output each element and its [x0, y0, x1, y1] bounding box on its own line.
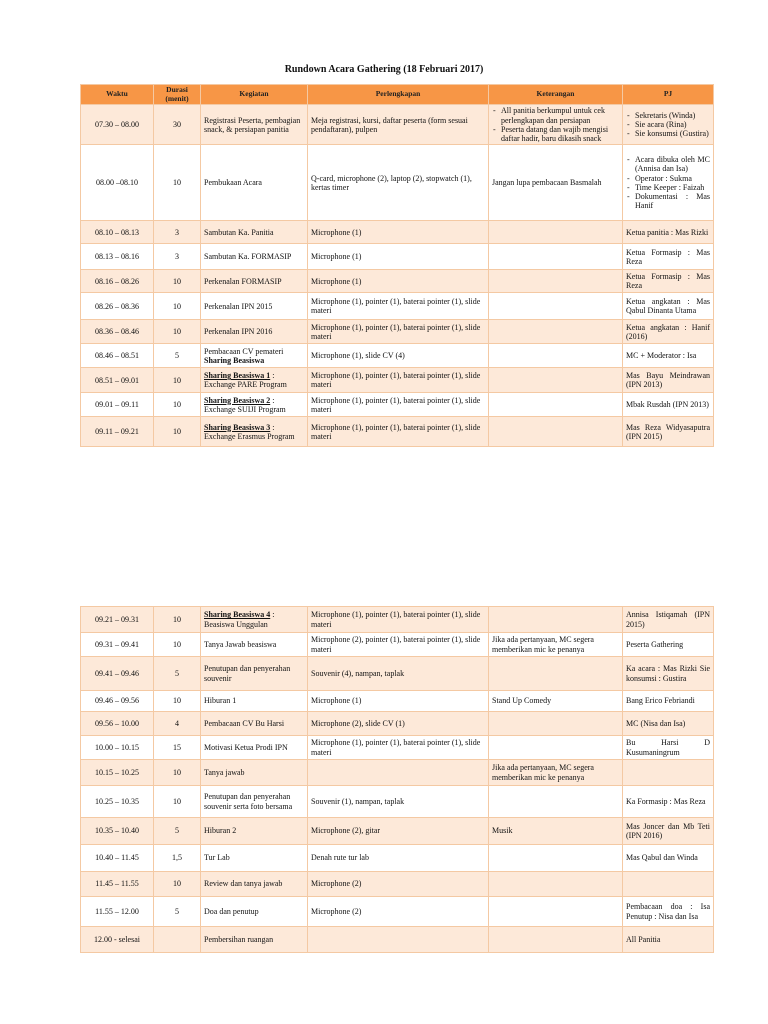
bullet-list — [626, 111, 710, 139]
cell-durasi — [154, 927, 201, 953]
cell-perlengkapan — [308, 927, 489, 953]
kegiatan-text: Hiburan 2 — [204, 826, 237, 836]
cell-waktu: 08.16 – 08.26 — [81, 270, 154, 293]
cell-waktu: 09.01 – 09.11 — [81, 393, 154, 417]
cell-pj: Peserta Gathering — [623, 633, 714, 657]
table-row — [81, 145, 714, 221]
cell-kegiatan — [201, 633, 308, 657]
kegiatan-text: Tur Lab — [204, 853, 230, 863]
cell-waktu: 08.36 – 08.46 — [81, 320, 154, 344]
cell-keterangan — [489, 221, 623, 244]
header-waktu: Waktu — [81, 85, 154, 105]
cell-perlengkapan: Denah rute tur lab — [308, 845, 489, 872]
bullet-item: - Sie acara (Rina) — [635, 120, 710, 129]
cell-keterangan — [489, 786, 623, 818]
cell-waktu: 08.46 – 08.51 — [81, 344, 154, 368]
cell-pj — [623, 105, 714, 145]
kegiatan-text: Tanya jawab — [204, 767, 245, 777]
cell-durasi: 10 — [154, 760, 201, 786]
cell-perlengkapan: Microphone (1) — [308, 221, 489, 244]
cell-keterangan — [489, 270, 623, 293]
cell-waktu: 12.00 - selesai — [81, 927, 154, 953]
kegiatan-text: Review dan tanya jawab — [204, 879, 283, 889]
kegiatan-detail: : Exchange Erasmus Program — [204, 422, 295, 441]
cell-perlengkapan: Microphone (2) — [308, 872, 489, 897]
cell-kegiatan — [201, 417, 308, 447]
cell-perlengkapan: Microphone (1), pointer (1), baterai pointer (1), slide materi — [308, 293, 489, 320]
cell-waktu: 11.45 – 11.55 — [81, 872, 154, 897]
table-row — [81, 344, 714, 368]
cell-pj: Pembacaan doa : Isa Penutup : Nisa dan Isa — [623, 897, 714, 927]
table-row — [81, 691, 714, 712]
cell-pj: Ketua angkatan : Hanif (2016) — [623, 320, 714, 344]
cell-pj: All Panitia — [623, 927, 714, 953]
kegiatan-text: Pembukaan Acara — [204, 178, 262, 188]
cell-waktu: 09.46 – 09.56 — [81, 691, 154, 712]
table-row — [81, 368, 714, 393]
cell-durasi: 10 — [154, 393, 201, 417]
cell-perlengkapan: Microphone (1) — [308, 244, 489, 270]
cell-durasi: 3 — [154, 221, 201, 244]
table-row — [81, 221, 714, 244]
cell-pj: Mbak Rusdah (IPN 2013) — [623, 393, 714, 417]
cell-keterangan — [489, 845, 623, 872]
kegiatan-text: Penutupan dan penyerahan souvenir — [204, 664, 291, 683]
kegiatan-text: Tanya Jawab beasiswa — [204, 639, 277, 649]
cell-perlengkapan: Microphone (1), pointer (1), baterai pointer (1), slide materi — [308, 417, 489, 447]
cell-waktu: 10.40 – 11.45 — [81, 845, 154, 872]
bullet-item: - Operator : Sukma — [635, 174, 710, 183]
cell-durasi: 10 — [154, 417, 201, 447]
cell-perlengkapan: Microphone (1), slide CV (4) — [308, 344, 489, 368]
cell-pj: MC (Nisa dan Isa) — [623, 712, 714, 736]
cell-perlengkapan: Souvenir (4), nampan, taplak — [308, 657, 489, 691]
table-row — [81, 872, 714, 897]
kegiatan-text: Motivasi Ketua Prodi IPN — [204, 742, 288, 752]
cell-perlengkapan: Q-card, microphone (2), laptop (2), stopwatch (1), kertas timer — [308, 145, 489, 221]
kegiatan-title: Sharing Beasiswa 3 — [204, 422, 271, 432]
bullet-item: - Peserta datang dan wajib mengisi daftar hadir, baru dikasih snack — [501, 125, 619, 143]
cell-perlengkapan: Souvenir (1), nampan, taplak — [308, 786, 489, 818]
cell-durasi: 10 — [154, 320, 201, 344]
cell-pj — [623, 872, 714, 897]
table-row — [81, 897, 714, 927]
cell-durasi: 15 — [154, 736, 201, 760]
cell-pj — [623, 145, 714, 221]
cell-durasi: 10 — [154, 145, 201, 221]
table-row — [81, 270, 714, 293]
rundown-table-page-2 — [80, 606, 714, 953]
table-row — [81, 786, 714, 818]
table-row — [81, 417, 714, 447]
cell-keterangan — [489, 607, 623, 633]
kegiatan-title: Sharing Beasiswa 2 — [204, 395, 271, 405]
cell-perlengkapan: Microphone (1), pointer (1), baterai pointer (1), slide materi — [308, 393, 489, 417]
kegiatan-text: Penutupan dan penyerahan souvenir serta foto bersama — [204, 792, 293, 811]
cell-keterangan — [489, 320, 623, 344]
cell-kegiatan — [201, 872, 308, 897]
cell-waktu: 07.30 – 08.00 — [81, 105, 154, 145]
cell-kegiatan — [201, 818, 308, 845]
cell-kegiatan — [201, 393, 308, 417]
table-row — [81, 927, 714, 953]
table-row — [81, 760, 714, 786]
table-row — [81, 393, 714, 417]
cell-keterangan: Jika ada pertanyaan, MC segera memberikan mic ke penanya — [489, 633, 623, 657]
cell-perlengkapan: Meja registrasi, kursi, daftar peserta (form sesuai pendaftaran), pulpen — [308, 105, 489, 145]
cell-pj: Mas Qabul dan Winda — [623, 845, 714, 872]
cell-waktu: 09.41 – 09.46 — [81, 657, 154, 691]
bullet-item: - Time Keeper : Faizah — [635, 183, 710, 192]
cell-waktu: 10.25 – 10.35 — [81, 786, 154, 818]
table-row — [81, 712, 714, 736]
cell-durasi: 10 — [154, 293, 201, 320]
kegiatan-text: Hiburan 1 — [204, 696, 237, 706]
kegiatan-title: Sharing Beasiswa 1 — [204, 371, 271, 381]
kegiatan-title: Sharing Beasiswa 4 — [204, 610, 271, 620]
cell-durasi: 10 — [154, 368, 201, 393]
bullet-item: - Sie konsumsi (Gustira) — [635, 129, 710, 138]
cell-kegiatan — [201, 736, 308, 760]
cell-durasi: 5 — [154, 818, 201, 845]
bullet-item: - All panitia berkumpul untuk cek perlengkapan dan persiapan — [501, 106, 619, 124]
kegiatan-text: Doa dan penutup — [204, 906, 259, 916]
cell-keterangan: Stand Up Comedy — [489, 691, 623, 712]
cell-pj: MC + Moderator : Isa — [623, 344, 714, 368]
cell-waktu: 08.51 – 09.01 — [81, 368, 154, 393]
table-row — [81, 320, 714, 344]
table-row — [81, 105, 714, 145]
cell-pj: Mas Bayu Meindrawan (IPN 2013) — [623, 368, 714, 393]
cell-keterangan: Musik — [489, 818, 623, 845]
cell-waktu: 09.56 – 10.00 — [81, 712, 154, 736]
cell-pj: Ka Formasip : Mas Reza — [623, 786, 714, 818]
kegiatan-bold: Sharing Beasiswa — [204, 355, 265, 365]
header-perlengkapan: Perlengkapan — [308, 85, 489, 105]
cell-keterangan — [489, 736, 623, 760]
cell-keterangan — [489, 393, 623, 417]
cell-pj: Bang Erico Febriandi — [623, 691, 714, 712]
cell-perlengkapan — [308, 760, 489, 786]
table-row — [81, 633, 714, 657]
cell-durasi: 4 — [154, 712, 201, 736]
cell-pj: Ketua Formasip : Mas Reza — [623, 270, 714, 293]
cell-durasi: 10 — [154, 270, 201, 293]
cell-perlengkapan: Microphone (1), pointer (1), baterai pointer (1), slide materi — [308, 320, 489, 344]
table-row — [81, 657, 714, 691]
kegiatan-text: Perkenalan IPN 2015 — [204, 301, 273, 311]
cell-pj: Ketua angkatan : Mas Qabul Dinanta Utama — [623, 293, 714, 320]
cell-durasi: 5 — [154, 344, 201, 368]
cell-perlengkapan: Microphone (1), pointer (1), baterai pointer (1), slide materi — [308, 736, 489, 760]
kegiatan-detail: : Beasiswa Unggulan — [204, 610, 275, 629]
cell-waktu: 08.00 –08.10 — [81, 145, 154, 221]
cell-kegiatan — [201, 712, 308, 736]
cell-keterangan — [489, 897, 623, 927]
kegiatan-text: Perkenalan FORMASIP — [204, 276, 282, 286]
bullet-list — [492, 106, 619, 143]
table-row — [81, 244, 714, 270]
header-keterangan: Keterangan — [489, 85, 623, 105]
kegiatan-text: Pembersihan ruangan — [204, 934, 274, 944]
cell-perlengkapan: Microphone (1), pointer (1), baterai pointer (1), slide materi — [308, 607, 489, 633]
cell-durasi: 1,5 — [154, 845, 201, 872]
bullet-item: - Dokumentasi : Mas Hanif — [635, 192, 710, 210]
cell-pj: Bu Harsi D Kusumaningrum — [623, 736, 714, 760]
cell-keterangan — [489, 872, 623, 897]
cell-kegiatan — [201, 244, 308, 270]
cell-waktu: 09.31 – 09.41 — [81, 633, 154, 657]
cell-keterangan — [489, 657, 623, 691]
cell-kegiatan — [201, 105, 308, 145]
table-row — [81, 607, 714, 633]
cell-waktu: 09.11 – 09.21 — [81, 417, 154, 447]
cell-durasi: 10 — [154, 633, 201, 657]
kegiatan-text: Registrasi Peserta, pembagian snack, & persiapan panitia — [204, 115, 301, 134]
cell-keterangan — [489, 368, 623, 393]
header-pj: PJ — [623, 85, 714, 105]
bullet-item: - Sekretaris (Winda) — [635, 111, 710, 120]
cell-pj: Ketua Formasip : Mas Reza — [623, 244, 714, 270]
cell-kegiatan — [201, 293, 308, 320]
cell-perlengkapan: Microphone (1) — [308, 270, 489, 293]
cell-waktu: 08.13 – 08.16 — [81, 244, 154, 270]
cell-perlengkapan: Microphone (2), slide CV (1) — [308, 712, 489, 736]
cell-keterangan: Jangan lupa pembacaan Basmalah — [489, 145, 623, 221]
cell-keterangan — [489, 344, 623, 368]
cell-kegiatan — [201, 368, 308, 393]
kegiatan-text: Sambutan Ka. FORMASIP — [204, 252, 292, 262]
cell-keterangan — [489, 712, 623, 736]
cell-kegiatan — [201, 760, 308, 786]
cell-keterangan — [489, 927, 623, 953]
cell-waktu: 11.55 – 12.00 — [81, 897, 154, 927]
kegiatan-detail: : Exchange SUIJI Program — [204, 395, 286, 414]
bullet-list — [626, 155, 710, 210]
cell-kegiatan — [201, 927, 308, 953]
cell-durasi: 5 — [154, 657, 201, 691]
kegiatan-text: Sambutan Ka. Panitia — [204, 227, 274, 237]
cell-durasi: 30 — [154, 105, 201, 145]
header-durasi: Durasi (menit) — [154, 85, 201, 105]
header-kegiatan: Kegiatan — [201, 85, 308, 105]
cell-pj: Mas Joncer dan Mb Teti (IPN 2016) — [623, 818, 714, 845]
cell-perlengkapan: Microphone (2) — [308, 897, 489, 927]
cell-durasi: 3 — [154, 244, 201, 270]
cell-keterangan: Jika ada pertanyaan, MC segera memberikan mic ke penanya — [489, 760, 623, 786]
cell-perlengkapan: Microphone (2), pointer (1), baterai pointer (1), slide materi — [308, 633, 489, 657]
bullet-item: - Acara dibuka oleh MC (Annisa dan Isa) — [635, 155, 710, 173]
cell-waktu: 08.26 – 08.36 — [81, 293, 154, 320]
cell-durasi: 10 — [154, 691, 201, 712]
cell-pj: Annisa Istiqamah (IPN 2015) — [623, 607, 714, 633]
cell-perlengkapan: Microphone (1) — [308, 691, 489, 712]
cell-kegiatan — [201, 657, 308, 691]
cell-waktu: 09.21 – 09.31 — [81, 607, 154, 633]
kegiatan-text: Perkenalan IPN 2016 — [204, 327, 273, 337]
cell-pj: Ka acara : Mas Rizki Sie konsumsi : Gustira — [623, 657, 714, 691]
cell-pj: Mas Reza Widyasaputra (IPN 2015) — [623, 417, 714, 447]
cell-kegiatan — [201, 786, 308, 818]
cell-kegiatan — [201, 897, 308, 927]
cell-kegiatan — [201, 607, 308, 633]
cell-keterangan — [489, 244, 623, 270]
kegiatan-text: Pembacaan CV Bu Harsi — [204, 718, 285, 728]
cell-waktu: 10.35 – 10.40 — [81, 818, 154, 845]
cell-waktu: 08.10 – 08.13 — [81, 221, 154, 244]
kegiatan-detail: : Exchange PARE Program — [204, 371, 287, 390]
cell-perlengkapan: Microphone (2), gitar — [308, 818, 489, 845]
cell-perlengkapan: Microphone (1), pointer (1), baterai pointer (1), slide materi — [308, 368, 489, 393]
cell-durasi: 10 — [154, 872, 201, 897]
cell-kegiatan — [201, 845, 308, 872]
cell-kegiatan — [201, 691, 308, 712]
cell-durasi: 10 — [154, 607, 201, 633]
rundown-table-page-1 — [80, 84, 714, 447]
cell-kegiatan — [201, 320, 308, 344]
cell-kegiatan — [201, 270, 308, 293]
kegiatan-text: Pembacaan CV pemateri — [204, 346, 284, 356]
document-title: Rundown Acara Gathering (18 Februari 2017) — [284, 64, 484, 75]
cell-keterangan — [489, 105, 623, 145]
table-row — [81, 845, 714, 872]
cell-waktu: 10.00 – 10.15 — [81, 736, 154, 760]
cell-kegiatan — [201, 221, 308, 244]
table-row — [81, 818, 714, 845]
cell-kegiatan — [201, 344, 308, 368]
cell-pj — [623, 760, 714, 786]
cell-keterangan — [489, 293, 623, 320]
cell-keterangan — [489, 417, 623, 447]
cell-waktu: 10.15 – 10.25 — [81, 760, 154, 786]
cell-durasi: 10 — [154, 786, 201, 818]
cell-pj: Ketua panitia : Mas Rizki — [623, 221, 714, 244]
table-row — [81, 293, 714, 320]
table-row — [81, 736, 714, 760]
cell-durasi: 5 — [154, 897, 201, 927]
cell-kegiatan — [201, 145, 308, 221]
